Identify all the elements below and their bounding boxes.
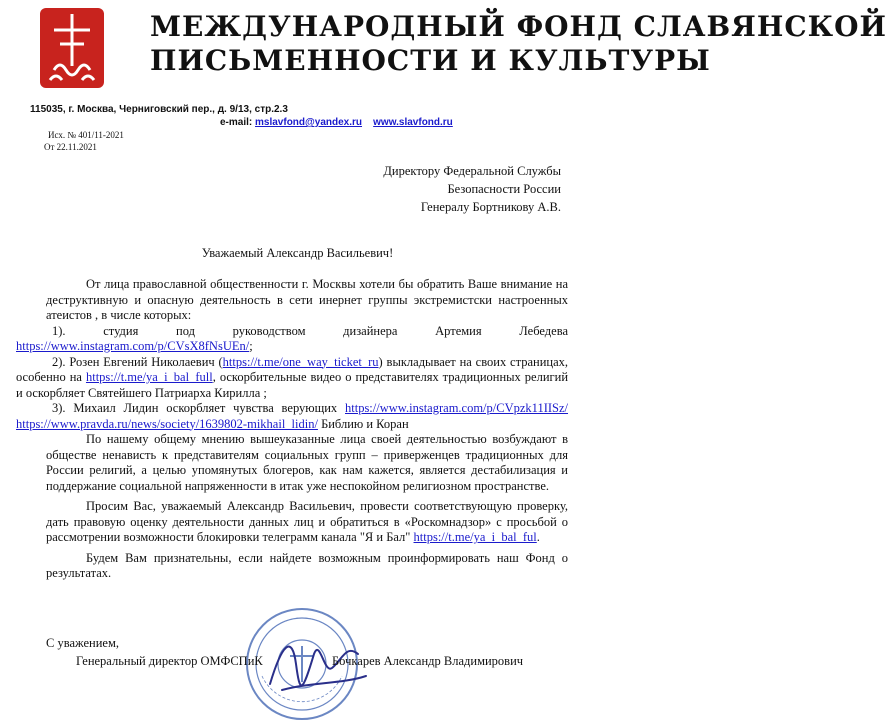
organization-title-line1: МЕЖДУНАРОДНЫЙ ФОНД СЛАВЯНСКОЙ <box>150 10 887 43</box>
list-item-2-link2[interactable]: https://t.me/ya_i_bal_full <box>85 370 213 384</box>
organization-address: 115035, г. Москва, Черниговский пер., д. 9/13, стр.2.3 <box>30 104 288 115</box>
addressee-line2: Безопасности России <box>447 182 561 196</box>
paragraph-3-link[interactable]: https://t.me/ya_i_bal_ful <box>413 530 537 544</box>
website-link[interactable]: www.slavfond.ru <box>373 117 453 128</box>
outgoing-date: От 22.11.2021 <box>44 142 97 152</box>
addressee-line3: Генералу Бортникову А.В. <box>420 200 561 214</box>
salutation: Уважаемый Александр Васильевич! <box>201 246 394 260</box>
list-item-3-post: Библию и Коран <box>321 416 409 431</box>
list-item-3 <box>16 401 568 432</box>
list-item-2-link1[interactable]: https://t.me/one_way_ticket_ru <box>222 354 379 369</box>
organization-title-line2: ПИСЬМЕННОСТИ И КУЛЬТУРЫ <box>150 44 711 77</box>
paragraph-3-tail: . <box>536 530 540 544</box>
organization-title <box>150 10 887 78</box>
list-item-3-link1[interactable]: https://www.instagram.com/p/CVpzk11IISz/ <box>345 401 569 415</box>
list-item-1 <box>16 324 568 355</box>
list-item-3-link2[interactable]: https://www.pravda.ru/news/society/1639802-mikhail_lidin/ <box>16 416 318 431</box>
email-link[interactable]: mslavfond@yandex.ru <box>255 117 363 128</box>
paragraph-3 <box>46 499 568 546</box>
paragraph-4: Будем Вам признательны, если найдете возможным проинформировать наш Фонд о результатах. <box>46 550 568 580</box>
list-item-1-tail: ; <box>249 339 253 353</box>
addressee-block <box>383 162 561 216</box>
paragraph-2: По нашему общему мнению вышеуказанные лица своей деятельностью возбуждают в обществе ненависть к представителям социальных групп – приверженцев традиционных для России религий, а целью упомянутых блогеров, как нам кажется, является дестабилизация и поддержание социальной напряженности в итак уже неспокойном религиозном пространстве. <box>46 432 568 493</box>
signer-name: Бочкарев Александр Владимирович <box>332 654 524 668</box>
outgoing-number: Исх. № 401/11-2021 <box>48 130 124 140</box>
list-item-3-pre: 3). Михаил Лидин оскорбляет чувства верующих <box>52 401 338 415</box>
letter-body <box>16 277 569 582</box>
paragraph-3-text: Просим Вас, уважаемый Александр Васильевич, провести соответствующую проверку, дать правовую оценку деятельности данных лиц и обратиться в «Роскомнадзор» с просьбой о рассмотрении возможности блокировки телеграмм канала "Я и Бал" <box>46 499 568 544</box>
list-item-1-link[interactable]: https://www.instagram.com/p/CVsX8fNsUEn/ <box>16 339 250 353</box>
list-item-2-post: , оскорбительные видео о представителях традиционных религий и оскорбляет Святейшего Патриарха Кирилла ; <box>16 370 569 400</box>
intro-paragraph: От лица православной общественности г. Москвы хотели бы обратить Ваше внимание на деструктивную и опасную деятельность в сети инернет группы экстремистски настроенных атеистов , в числе которых: <box>46 277 568 322</box>
list-item-2 <box>16 355 568 402</box>
signer-title: Генеральный директор ОМФСПиК <box>76 654 263 668</box>
list-item-2-mid: ) выкладывает на своих страницах, особенно на <box>16 354 568 384</box>
closing-regards: С уважением, <box>46 636 119 650</box>
list-item-1-text: 1). студия под руководством дизайнера Артемия Лебедева <box>52 323 568 338</box>
foundation-logo <box>40 8 104 88</box>
organization-contacts <box>220 117 453 128</box>
addressee-line1: Директору Федеральной Службы <box>383 164 561 178</box>
list-item-2-pre: 2). Розен Евгений Николаевич ( <box>52 354 223 369</box>
email-label: e-mail: <box>220 117 253 128</box>
